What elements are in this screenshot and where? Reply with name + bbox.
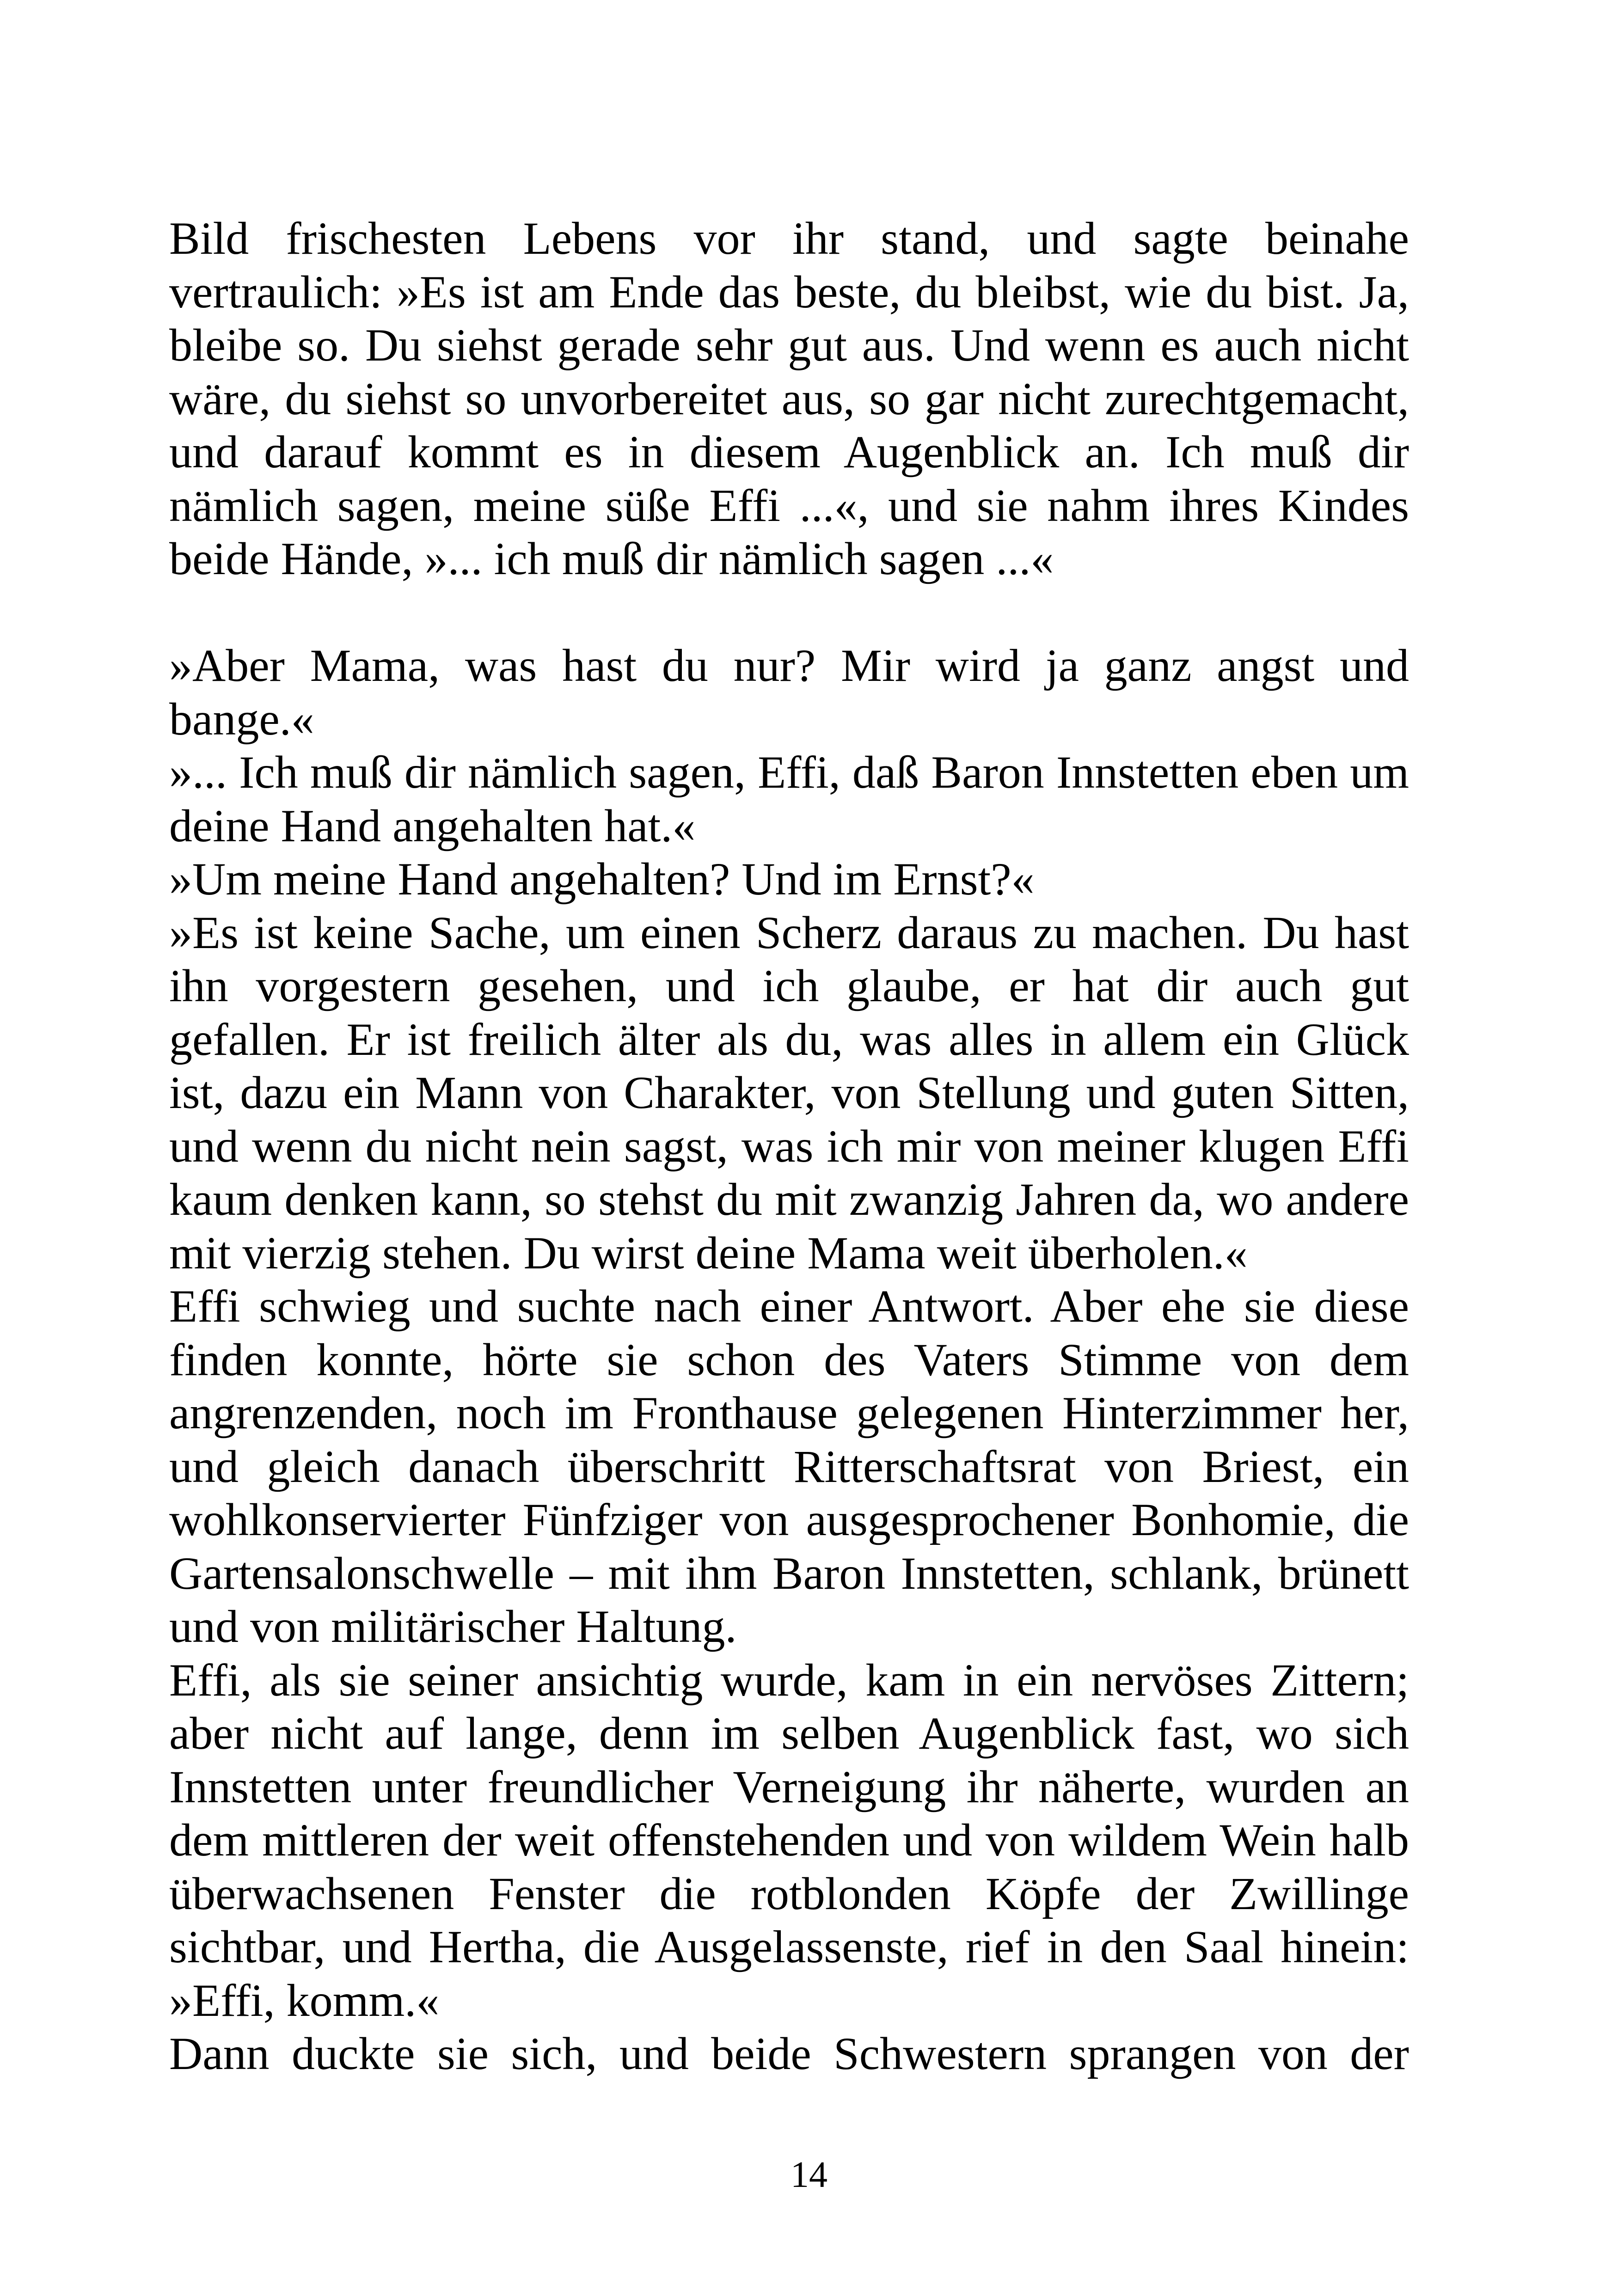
text-line: bleibe so. Du siehst gerade sehr gut aus. Und wenn es auch nicht bbox=[169, 319, 1409, 371]
blank-line bbox=[169, 586, 1409, 639]
text-line: aber nicht auf lange, denn im selben Augenblick fast, wo sich bbox=[169, 1708, 1409, 1759]
text-line: »Um meine Hand angehalten? Und im Ernst?« bbox=[169, 853, 1035, 905]
paragraph bbox=[169, 639, 1409, 746]
paragraph bbox=[169, 2027, 1409, 2081]
text-line: und darauf kommt es in diesem Augenblick an. Ich muß dir bbox=[169, 426, 1409, 478]
text-line: »... Ich muß dir nämlich sagen, Effi, daß Baron Innstetten eben um bbox=[169, 747, 1409, 798]
text-line: dem mittleren der weit offenstehenden und von wildem Wein halb bbox=[169, 1814, 1409, 1866]
page-number: 14 bbox=[791, 2155, 827, 2195]
text-line: bange.« bbox=[169, 693, 314, 745]
text-line: »Es ist keine Sache, um einen Scherz daraus zu machen. Du hast bbox=[169, 906, 1409, 958]
text-line: »Effi, komm.« bbox=[169, 1974, 440, 2026]
text-line: angrenzenden, noch im Fronthause gelegenen Hinterzimmer her, bbox=[169, 1387, 1409, 1439]
text-line: Dann duckte sie sich, und beide Schwestern sprangen von der bbox=[169, 2028, 1409, 2079]
text-line: mit vierzig stehen. Du wirst deine Mama weit überholen.« bbox=[169, 1227, 1248, 1279]
text-line: und gleich danach überschritt Ritterschaftsrat von Briest, ein bbox=[169, 1440, 1409, 1492]
page-body bbox=[169, 212, 1409, 2081]
paragraph bbox=[169, 1653, 1409, 2027]
text-line: sichtbar, und Hertha, die Ausgelassenste, rief in den Saal hinein: bbox=[169, 1921, 1409, 1972]
text-line: »Aber Mama, was hast du nur? Mir wird ja ganz angst und bbox=[169, 640, 1409, 691]
text-line: und von militärischer Haltung. bbox=[169, 1601, 737, 1652]
text-line: kaum denken kann, so stehst du mit zwanzig Jahren da, wo andere bbox=[169, 1174, 1409, 1225]
text-line: Effi, als sie seiner ansichtig wurde, kam in ein nervöses Zittern; bbox=[169, 1654, 1409, 1706]
text-line: und wenn du nicht nein sagst, was ich mir von meiner klugen Effi bbox=[169, 1120, 1409, 1172]
text-line: finden konnte, hörte sie schon des Vaters Stimme von dem bbox=[169, 1334, 1409, 1385]
text-line: deine Hand angehalten hat.« bbox=[169, 800, 696, 851]
text-line: Bild frischesten Lebens vor ihr stand, und sagte beinahe bbox=[169, 213, 1409, 264]
paragraph bbox=[169, 1280, 1409, 1653]
paragraph bbox=[169, 212, 1409, 586]
text-line: beide Hände, »... ich muß dir nämlich sagen ...« bbox=[169, 533, 1054, 584]
text-line: überwachsenen Fenster die rotblonden Köpfe der Zwillinge bbox=[169, 1867, 1409, 1919]
text-line: gefallen. Er ist freilich älter als du, was alles in allem ein Glück bbox=[169, 1013, 1409, 1065]
text-line: Effi schwieg und suchte nach einer Antwort. Aber ehe sie diese bbox=[169, 1280, 1409, 1332]
text-line: wäre, du siehst so unvorbereitet aus, so gar nicht zurechtgemacht, bbox=[169, 373, 1409, 424]
text-line: Innstetten unter freundlicher Verneigung ihr näherte, wurden an bbox=[169, 1761, 1409, 1812]
text-line: ihn vorgestern gesehen, und ich glaube, er hat dir auch gut bbox=[169, 960, 1409, 1011]
text-line: vertraulich: »Es ist am Ende das beste, du bleibst, wie du bist. Ja, bbox=[169, 266, 1409, 318]
text-line: nämlich sagen, meine süße Effi ...«, und sie nahm ihres Kindes bbox=[169, 479, 1409, 531]
paragraph bbox=[169, 906, 1409, 1280]
text-line: wohlkonservierter Fünfziger von ausgesprochener Bonhomie, die bbox=[169, 1494, 1409, 1545]
text-line: ist, dazu ein Mann von Charakter, von Stellung und guten Sitten, bbox=[169, 1067, 1409, 1118]
paragraph bbox=[169, 746, 1409, 852]
paragraph bbox=[169, 852, 1409, 906]
text-line: Gartensalonschwelle – mit ihm Baron Innstetten, schlank, brünett bbox=[169, 1547, 1409, 1599]
